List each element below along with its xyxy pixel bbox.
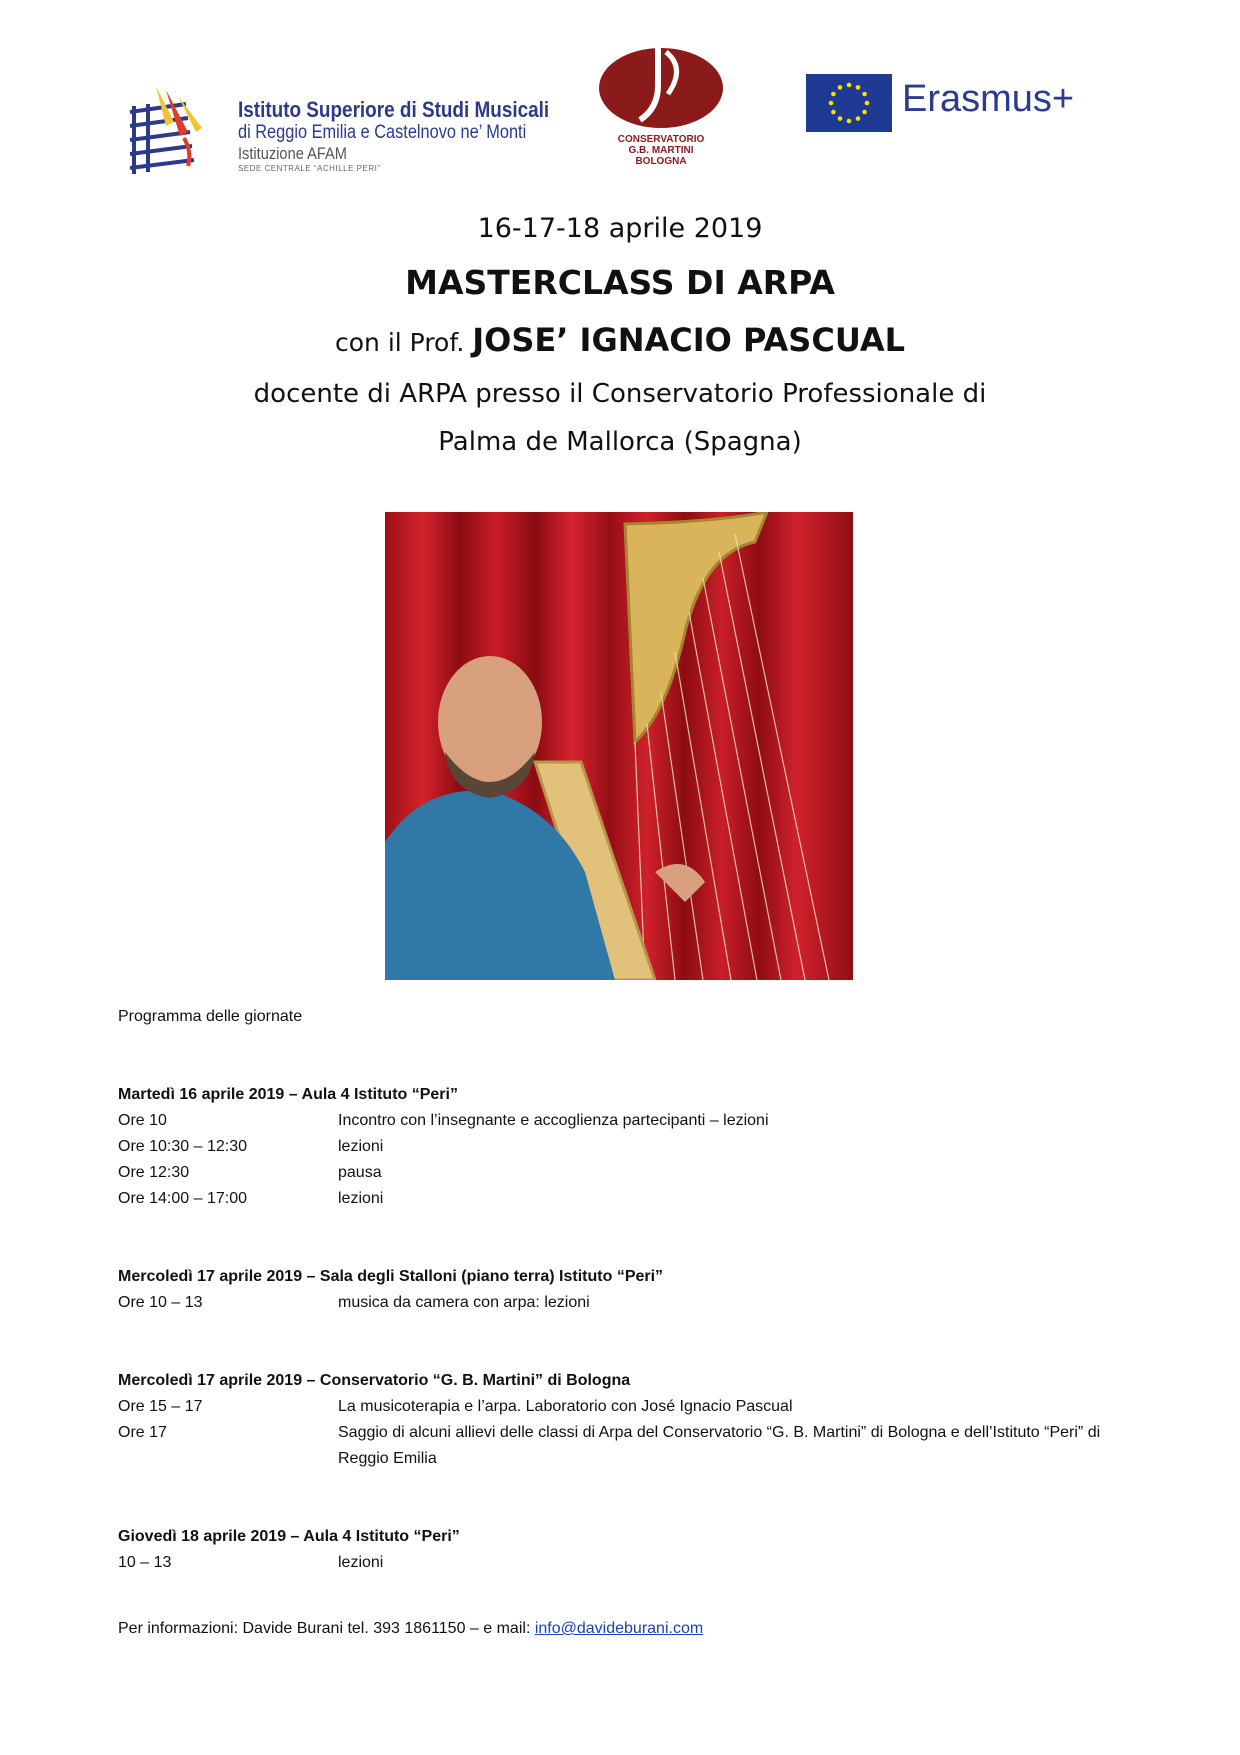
schedule-row <box>118 1186 1128 1212</box>
schedule-row <box>118 1108 1128 1134</box>
erasmus-logo <box>806 74 1106 134</box>
schedule-desc: lezioni <box>338 1554 384 1571</box>
schedule-time: Ore 14:00 – 17:00 <box>118 1190 247 1207</box>
issm-name-line1: Istituto Superiore di Studi Musicali <box>238 97 550 122</box>
schedule-time: Ore 10:30 – 12:30 <box>118 1138 247 1155</box>
conservatorio-line1: CONSERVATORIO <box>617 134 705 145</box>
schedule-desc: La musicoterapia e l’arpa. Laboratorio con José Ignacio Pascual <box>338 1398 793 1415</box>
schedule-row <box>118 1394 1128 1420</box>
erasmus-wordmark: Erasmus+ <box>902 78 1075 120</box>
contact-email-link[interactable]: info@davideburani.com <box>534 1620 704 1637</box>
schedule-time: Ore 10 <box>118 1112 167 1129</box>
schedule-row <box>118 1420 1128 1472</box>
schedule-desc: pausa <box>338 1164 382 1181</box>
schedule-section <box>118 1264 1128 1316</box>
event-header <box>0 205 1240 466</box>
issm-name-line3: Istituzione AFAM <box>238 144 347 163</box>
schedule-time: Ore 15 – 17 <box>118 1398 203 1415</box>
schedule-desc: musica da camera con arpa: lezioni <box>338 1294 590 1311</box>
schedule-row <box>118 1160 1128 1186</box>
schedule-section <box>118 1524 1128 1576</box>
issm-name-line2: di Reggio Emilia e Castelnovo ne’ Monti <box>238 122 527 143</box>
schedule-desc: Saggio di alcuni allievi delle classi di Arpa del Conservatorio “G. B. Martini” di Bologna e dell’Istituto “Peri” di Reggio Emilia <box>338 1424 1101 1467</box>
schedule-time: Ore 12:30 <box>118 1164 190 1181</box>
teacher-photo <box>385 512 853 980</box>
conservatorio-logo <box>596 46 726 176</box>
schedule-row <box>118 1550 1128 1576</box>
teacher-line <box>0 313 1240 370</box>
program-title: Programma delle giornate <box>118 1008 303 1025</box>
schedule-desc: Incontro con l’insegnante e accoglienza partecipanti – lezioni <box>338 1112 769 1129</box>
schedule-time: Ore 10 – 13 <box>118 1294 203 1311</box>
issm-staff-icon <box>126 82 226 182</box>
section-heading: Mercoledì 17 aprile 2019 – Conservatorio “G. B. Martini” di Bologna <box>118 1372 631 1389</box>
conservatorio-line3: BOLOGNA <box>635 156 687 167</box>
schedule-desc: lezioni <box>338 1138 384 1155</box>
eu-flag-icon <box>806 74 892 132</box>
conservatorio-line2: G.B. MARTINI <box>628 145 694 156</box>
contact-info <box>118 1616 1128 1642</box>
teacher-desc-line2: Palma de Mallorca (Spagna) <box>438 427 802 457</box>
conservatorio-emblem-icon <box>596 46 726 130</box>
schedule-time: 10 – 13 <box>118 1554 172 1571</box>
schedule-time: Ore 17 <box>118 1424 167 1441</box>
logo-bar <box>0 0 1240 200</box>
section-heading: Mercoledì 17 aprile 2019 – Sala degli Stalloni (piano terra) Istituto “Peri” <box>118 1268 664 1285</box>
teacher-name: JOSE’ IGNACIO PASCUAL <box>472 321 905 359</box>
schedule-section <box>118 1368 1128 1472</box>
section-heading: Martedì 16 aprile 2019 – Aula 4 Istituto “Peri” <box>118 1086 458 1103</box>
contact-text: Per informazioni: Davide Burani tel. 393 1861150 – e mail: <box>118 1620 535 1637</box>
event-title: MASTERCLASS DI ARPA <box>405 263 835 302</box>
program <box>118 1004 1128 1642</box>
teacher-desc-line1: docente di ARPA presso il Conservatorio Professionale di <box>253 379 987 409</box>
schedule-row <box>118 1134 1128 1160</box>
issm-name-line4: SEDE CENTRALE “ACHILLE PERI” <box>238 164 381 173</box>
schedule-section <box>118 1082 1128 1212</box>
issm-logo <box>126 82 550 182</box>
schedule-row <box>118 1290 1128 1316</box>
teacher-prefix: con il Prof. <box>335 328 465 357</box>
section-heading: Giovedì 18 aprile 2019 – Aula 4 Istituto “Peri” <box>118 1528 460 1545</box>
schedule-desc: lezioni <box>338 1190 384 1207</box>
event-date: 16-17-18 aprile 2019 <box>477 213 763 244</box>
